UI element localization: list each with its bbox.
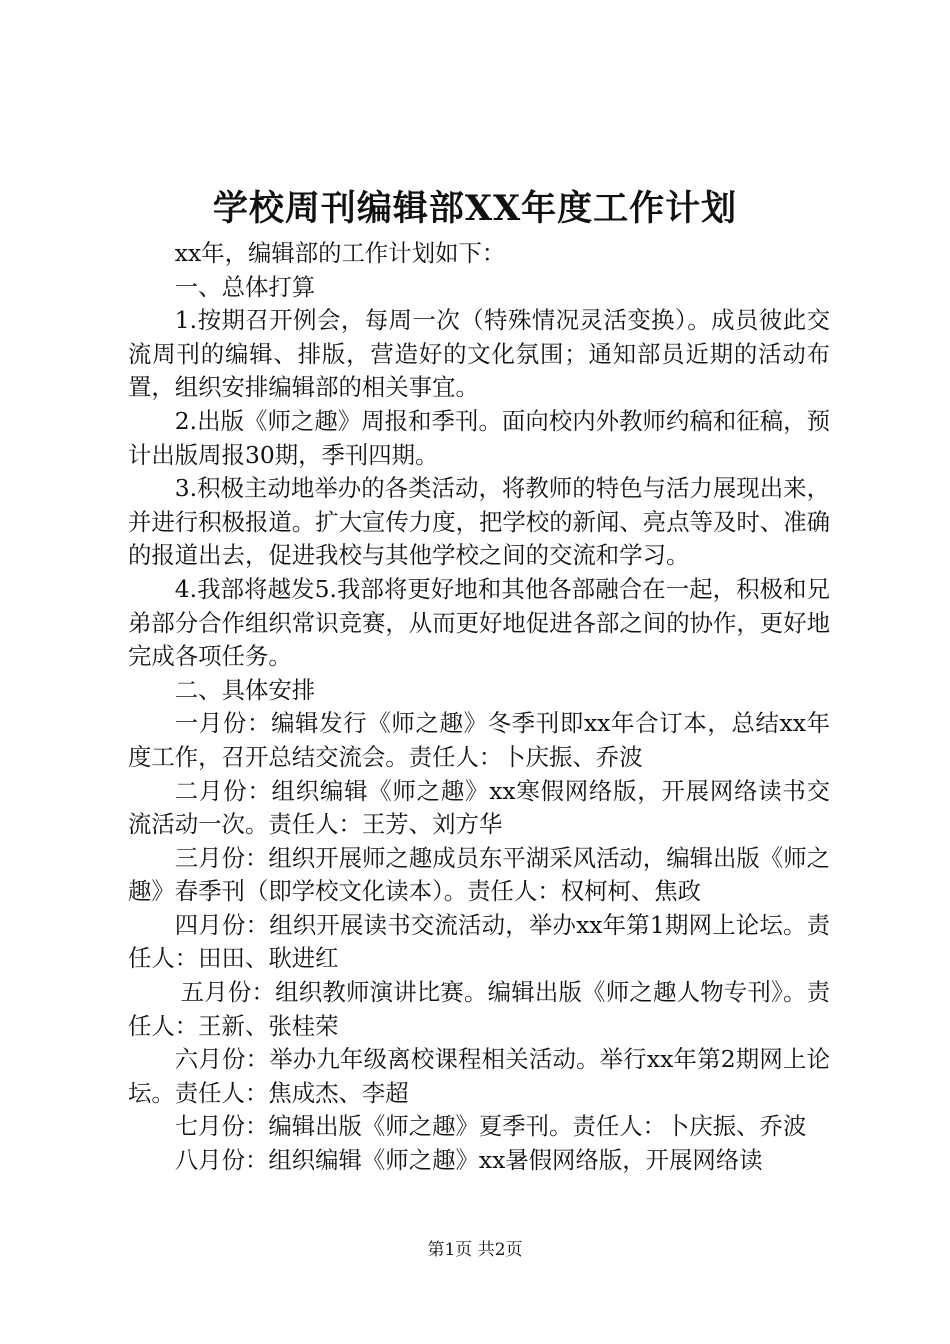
paragraph-item-3: 3.积极主动地举办的各类活动，将教师的特色与活力展现出来，并进行积极报道。扩大宣传力度，把学校的新闻、亮点等及时、准确的报道出去，促进我校与其他学校之间的交流和学习。: [128, 474, 830, 570]
paragraph-may: 五月份：组织教师演讲比赛。编辑出版《师之趣人物专刊》。责任人：王新、张桂荣: [128, 978, 830, 1040]
paragraph-august: 八月份：组织编辑《师之趣》xx暑假网络版，开展网络读: [174, 1146, 763, 1175]
paragraph-february: 二月份：组织编辑《师之趣》xx寒假网络版，开展网络读书交流活动一次。责任人：王芳、刘方华: [128, 776, 830, 839]
paragraph-january: 一月份：编辑发行《师之趣》冬季刊即xx年合订本，总结xx年度工作，召开总结交流会。责任人：卜庆振、乔波: [128, 709, 830, 771]
page-number-footer: 第1页 共2页: [427, 1240, 523, 1260]
paragraph-item-1: 1.按期召开例会，每周一次（特殊情况灵活变换）。成员彼此交流周刊的编辑、排版，营造好的文化氛围；通知部员近期的活动布置，组织安排编辑部的相关事宜。: [128, 306, 830, 402]
paragraph-april: 四月份：组织开展读书交流活动，举办xx年第1期网上论坛。责任人：田田、耿进红: [128, 910, 830, 973]
paragraph-item-2: 2.出版《师之趣》周报和季刊。面向校内外教师约稿和征稿，预计出版周报30期，季刊四期。: [128, 406, 830, 469]
paragraph-june: 六月份：举办九年级离校课程相关活动。举行xx年第2期网上论坛。责任人：焦成杰、李超: [128, 1045, 830, 1107]
paragraph-july: 七月份：编辑出版《师之趣》夏季刊。责任人：卜庆振、乔波: [174, 1112, 807, 1141]
document-title: 学校周刊编辑部XX年度工作计划: [212, 188, 738, 229]
heading-specific-arrangement: 二、具体安排: [174, 675, 316, 704]
document-body: [128, 237, 830, 1178]
paragraph-intro: xx年，编辑部的工作计划如下：: [174, 239, 506, 267]
paragraph-item-4: 4.我部将越发5.我部将更好地和其他各部融合在一起，积极和兄弟部分合作组织常识竞赛，从而更好地促进各部之间的协作，更好地完成各项任务。: [128, 574, 830, 671]
heading-overall-plan: 一、总体打算: [174, 272, 316, 301]
paragraph-march: 三月份：组织开展师之趣成员东平湖采风活动，编辑出版《师之趣》春季刊（即学校文化读本）。责任人：权柯柯、焦政: [128, 843, 830, 906]
